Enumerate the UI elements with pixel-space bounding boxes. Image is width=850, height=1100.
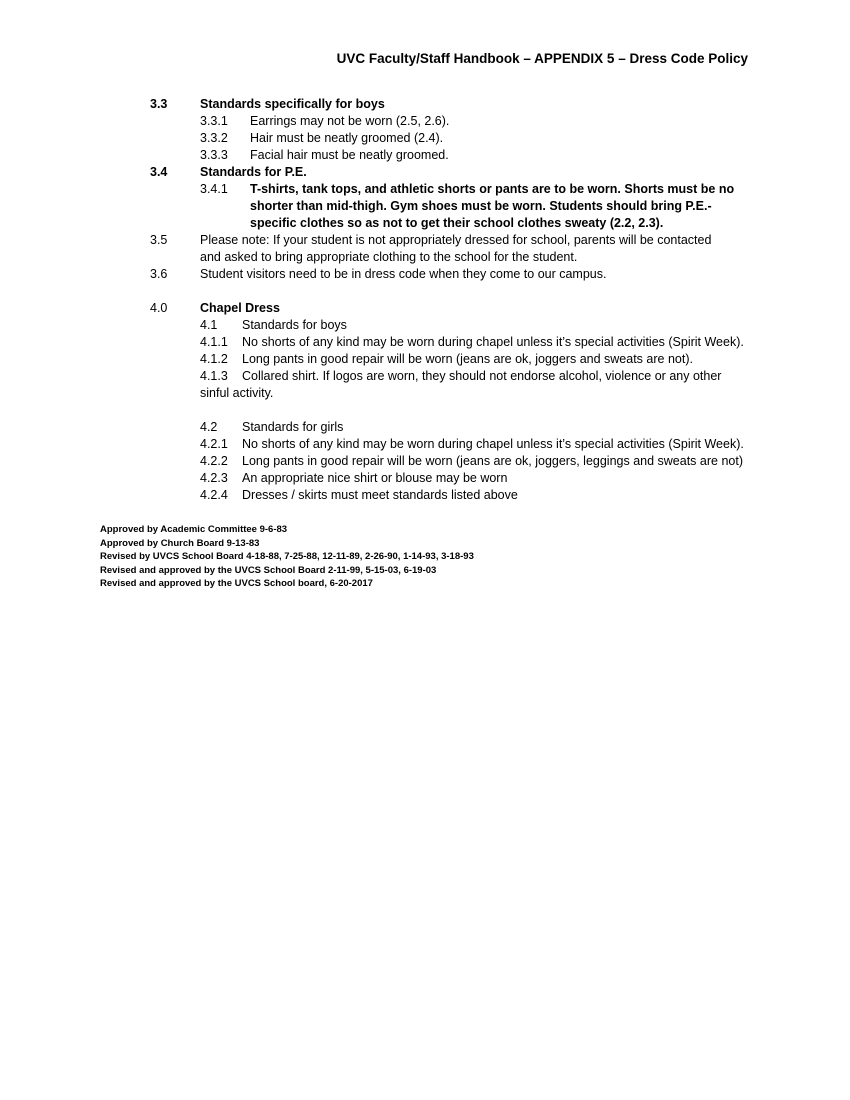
item-number: 4.2.2 <box>200 454 228 468</box>
item-number: 3.3.3 <box>200 148 228 162</box>
item-text-line-1: T-shirts, tank tops, and athletic shorts or pants are to be worn. Shorts must be no <box>250 182 735 196</box>
section-number: 3.4 <box>150 165 168 179</box>
item-text-line-2: sinful activity. <box>200 386 274 400</box>
item-text: Long pants in good repair will be worn (jeans are ok, joggers, leggings and sweats are not) <box>242 454 743 468</box>
section-number: 3.5 <box>150 233 168 247</box>
item-4-2-3 <box>150 470 770 487</box>
approval-line: Approved by Church Board 9-13-83 <box>100 537 260 549</box>
section-number: 4.0 <box>150 301 168 315</box>
section-text: Student visitors need to be in dress code when they come to our campus. <box>200 267 607 281</box>
section-text-line-2: and asked to bring appropriate clothing to the school for the student. <box>200 250 578 264</box>
item-text-line-2: shorter than mid-thigh. Gym shoes must be worn. Students should bring P.E.- <box>250 199 712 213</box>
approval-line: Revised and approved by the UVCS School board, 6-20-2017 <box>100 578 373 589</box>
item-number: 3.3.1 <box>200 114 228 128</box>
item-text: Standards for boys <box>242 318 347 332</box>
item-4-2-1 <box>150 436 770 453</box>
item-number: 4.2.3 <box>200 471 228 485</box>
item-text: An appropriate nice shirt or blouse may be worn <box>242 471 508 485</box>
section-3-6 <box>150 266 770 283</box>
section-number: 3.6 <box>150 267 168 281</box>
item-number: 4.2 <box>200 420 218 434</box>
item-text: Long pants in good repair will be worn (jeans are ok, joggers and sweats are not). <box>242 352 693 366</box>
item-text-line-1: Collared shirt. If logos are worn, they should not endorse alcohol, violence or any other <box>242 369 722 383</box>
section-3-4 <box>150 164 770 181</box>
item-3-4-1-line-2 <box>150 198 770 215</box>
item-text: Hair must be neatly groomed (2.4). <box>250 131 444 145</box>
item-3-3-3 <box>150 147 770 164</box>
section-3-3 <box>150 96 770 113</box>
item-3-4-1 <box>150 181 770 198</box>
approval-line: Revised by UVCS School Board 4-18-88, 7-25-88, 12-11-89, 2-26-90, 1-14-93, 3-18-93 <box>100 551 474 562</box>
section-text-line-1: Please note: If your student is not appropriately dressed for school, parents will be contacted <box>200 233 712 247</box>
item-4-1-3-line-2 <box>150 385 770 402</box>
item-number: 3.3.2 <box>200 131 228 145</box>
item-3-3-2 <box>150 130 770 147</box>
section-title: Chapel Dress <box>200 301 280 315</box>
item-number: 3.4.1 <box>200 182 228 196</box>
approval-history <box>100 523 474 591</box>
item-number: 4.2.4 <box>200 488 228 502</box>
item-number: 4.1 <box>200 318 218 332</box>
section-4-0 <box>150 300 770 317</box>
approval-line: Approved by Academic Committee 9-6-83 <box>100 524 288 535</box>
item-4-2-4 <box>150 487 770 504</box>
item-3-3-1 <box>150 113 770 130</box>
item-4-1-1 <box>150 334 770 351</box>
item-4-1 <box>150 317 770 334</box>
item-4-2 <box>150 419 770 436</box>
page-header: UVC Faculty/Staff Handbook – APPENDIX 5 – Dress Code Policy <box>336 51 748 66</box>
item-number: 4.1.1 <box>200 335 228 349</box>
item-number: 4.1.2 <box>200 352 228 366</box>
item-3-4-1-line-3 <box>150 215 770 232</box>
spacer <box>150 402 770 419</box>
item-4-2-2 <box>150 453 770 470</box>
section-3-5 <box>150 232 770 249</box>
section-3-5-line-2 <box>150 249 770 266</box>
item-4-1-2 <box>150 351 770 368</box>
spacer <box>150 283 770 300</box>
item-text: Standards for girls <box>242 420 344 434</box>
item-text: Dresses / skirts must meet standards listed above <box>242 488 518 502</box>
item-text-line-3: specific clothes so as not to get their school clothes sweaty (2.2, 2.3). <box>250 216 664 230</box>
item-4-1-3 <box>150 368 770 385</box>
policy-body <box>150 96 770 504</box>
item-text: Facial hair must be neatly groomed. <box>250 148 449 162</box>
section-title: Standards for P.E. <box>200 165 307 179</box>
item-text: No shorts of any kind may be worn during chapel unless it’s special activities (Spirit Week). <box>242 437 744 451</box>
item-text: Earrings may not be worn (2.5, 2.6). <box>250 114 450 128</box>
approval-line: Revised and approved by the UVCS School Board 2-11-99, 5-15-03, 6-19-03 <box>100 564 437 576</box>
item-text: No shorts of any kind may be worn during chapel unless it’s special activities (Spirit Week). <box>242 335 744 349</box>
item-number: 4.1.3 <box>200 369 228 383</box>
item-number: 4.2.1 <box>200 437 228 451</box>
section-title: Standards specifically for boys <box>200 97 385 111</box>
section-number: 3.3 <box>150 97 168 111</box>
